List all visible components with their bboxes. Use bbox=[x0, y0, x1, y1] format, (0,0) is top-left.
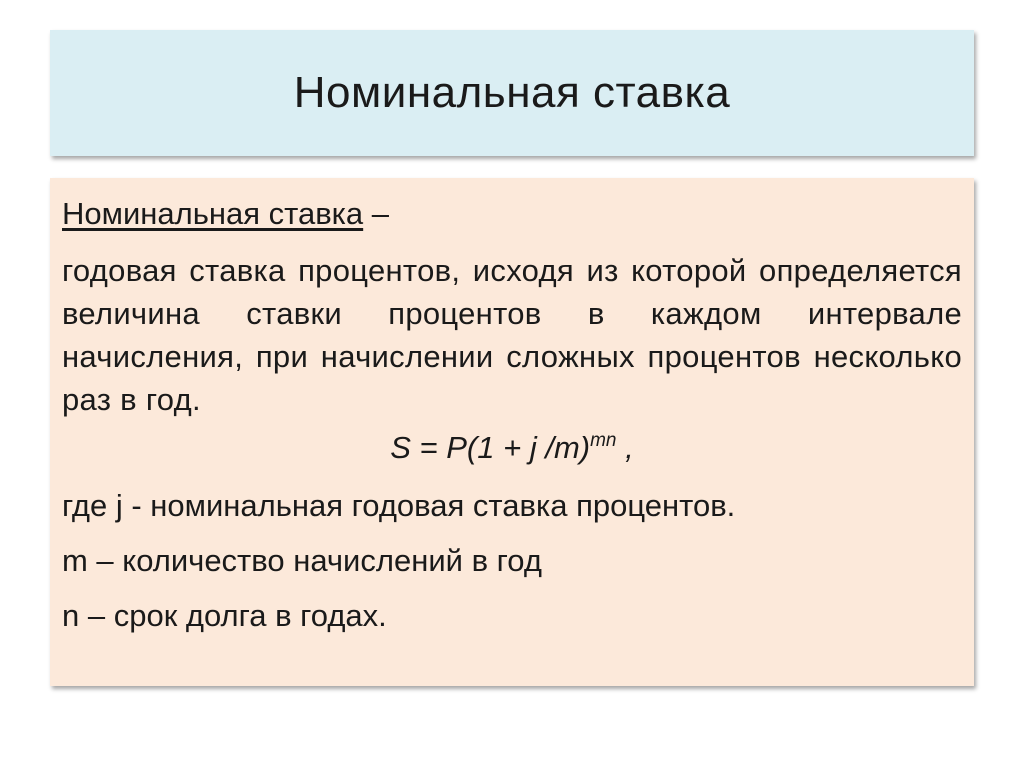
formula-exponent: mn bbox=[590, 430, 617, 451]
content-box bbox=[50, 178, 974, 686]
definition-text: годовая ставка процентов, исходя из которой определяется величина ставки процентов в каждом интервале начисления, при начислении сложных процентов несколько раз в год. bbox=[62, 253, 962, 417]
term-dash: – bbox=[363, 196, 390, 231]
legend-line-j: где j - номинальная годовая ставка процентов. bbox=[62, 488, 736, 523]
legend-line-n: n – срок долга в годах. bbox=[62, 598, 387, 633]
term-label: Номинальная ставка bbox=[62, 196, 364, 231]
term-heading bbox=[62, 192, 962, 235]
slide-title: Номинальная ставка bbox=[293, 68, 731, 117]
formula-tail: , bbox=[616, 430, 634, 465]
formula bbox=[62, 423, 962, 478]
formula-main: S = P(1 + j /m) bbox=[390, 430, 591, 465]
legend-line-m: m – количество начислений в год bbox=[62, 543, 542, 578]
title-box bbox=[50, 30, 974, 156]
